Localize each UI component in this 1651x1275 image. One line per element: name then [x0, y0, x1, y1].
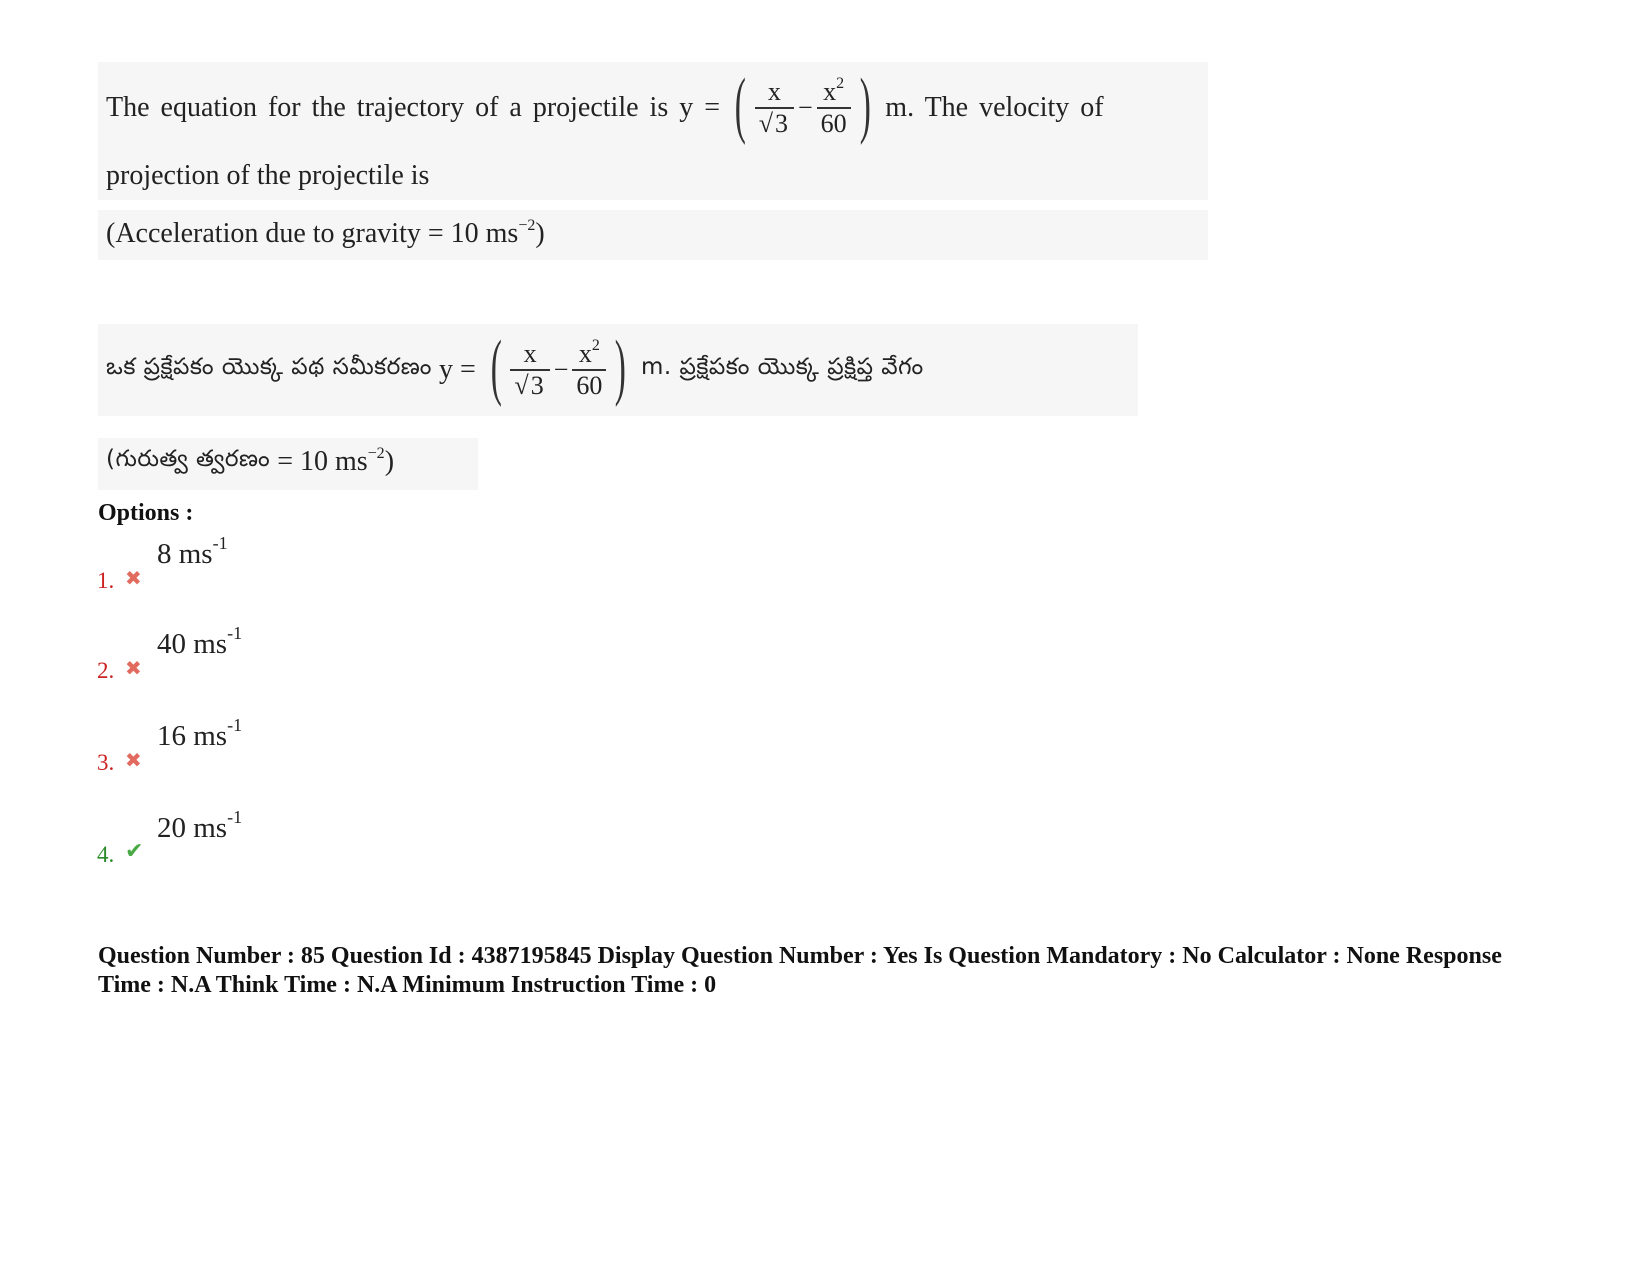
question-image-telugu-line1	[98, 324, 1138, 416]
option-value: 16 $ms^{-1}$	[157, 715, 243, 752]
equation-lhs: y =	[679, 92, 721, 123]
minus-sign: −	[553, 355, 569, 384]
trajectory-formula	[728, 64, 877, 146]
option-value: 20 $ms^{-1}$	[157, 807, 243, 844]
option-value: 8 $ms^{-1}$	[157, 533, 228, 570]
option-value: 40 $ms^{-1}$	[157, 623, 243, 660]
fraction-x2-over-60	[572, 339, 606, 401]
options-heading: Options :	[98, 500, 194, 526]
right-paren: )	[859, 64, 871, 146]
question-text-part: m. The velocity of	[885, 92, 1104, 123]
fraction-numerator: $x^2$	[578, 337, 600, 368]
fraction-numerator: x	[767, 77, 781, 106]
gravity-note: (Acceleration due to gravity = 10 $ms^{-2}$)	[106, 217, 545, 249]
cross-icon: ✖	[125, 566, 142, 590]
fraction-x-over-root3	[510, 339, 549, 401]
question-text-part: projection of the projectile is	[106, 160, 430, 191]
question-meta	[98, 942, 1588, 1000]
question-image-telugu-line2	[98, 438, 478, 490]
question-meta-line2: Time : N.A Think Time : N.A Minimum Instruction Time : 0	[98, 972, 717, 998]
fraction-denominator: 60	[820, 109, 847, 138]
right-paren: )	[615, 326, 627, 408]
sqrt-icon: √	[758, 109, 773, 138]
trajectory-formula-telugu	[484, 326, 633, 408]
option-3[interactable]	[97, 712, 497, 782]
fraction-denominator: √3	[758, 109, 788, 138]
left-paren: (	[490, 326, 502, 408]
equation-lhs: y =	[438, 354, 476, 385]
option-4[interactable]	[97, 804, 497, 874]
fraction-x2-over-60	[817, 77, 851, 139]
option-number: 2.	[97, 658, 115, 683]
minus-sign: −	[797, 93, 813, 122]
gravity-note-telugu: (గురుత్వ త్వరణం	[106, 446, 271, 472]
fraction-denominator: 60	[576, 371, 603, 400]
check-icon: ✔	[125, 839, 144, 864]
fraction-numerator: x	[523, 339, 537, 368]
question-text-telugu: m. ప్రక్షేపకం యొక్క ప్రక్షిప్త వేగం	[641, 354, 924, 380]
question-image-english-line1	[98, 62, 1208, 154]
option-number: 4.	[97, 842, 115, 867]
option-1[interactable]	[97, 530, 497, 600]
option-number: 1.	[97, 568, 115, 593]
cross-icon: ✖	[125, 748, 142, 772]
left-paren: (	[734, 64, 746, 146]
question-image-english-line2	[98, 152, 1208, 200]
question-text-telugu: ఒక ప్రక్షేపకం యొక్క పథ సమీకరణం	[106, 354, 432, 380]
gravity-value: = 10 $ms^{-2}$)	[277, 445, 395, 477]
option-2[interactable]	[97, 620, 497, 690]
question-text-part: The equation for the trajectory of a projectile is	[106, 92, 669, 123]
question-image-english-line3	[98, 210, 1208, 260]
cross-icon: ✖	[125, 656, 142, 680]
sqrt-icon: √	[514, 371, 529, 400]
option-number: 3.	[97, 750, 115, 775]
fraction-numerator: $x^2$	[823, 75, 845, 106]
fraction-x-over-root3	[755, 77, 794, 139]
question-meta-line1: Question Number : 85 Question Id : 4387195845 Display Question Number : Yes Is Question Mandatory : No Calculator : None Response	[98, 943, 1502, 969]
fraction-denominator: √3	[514, 371, 544, 400]
